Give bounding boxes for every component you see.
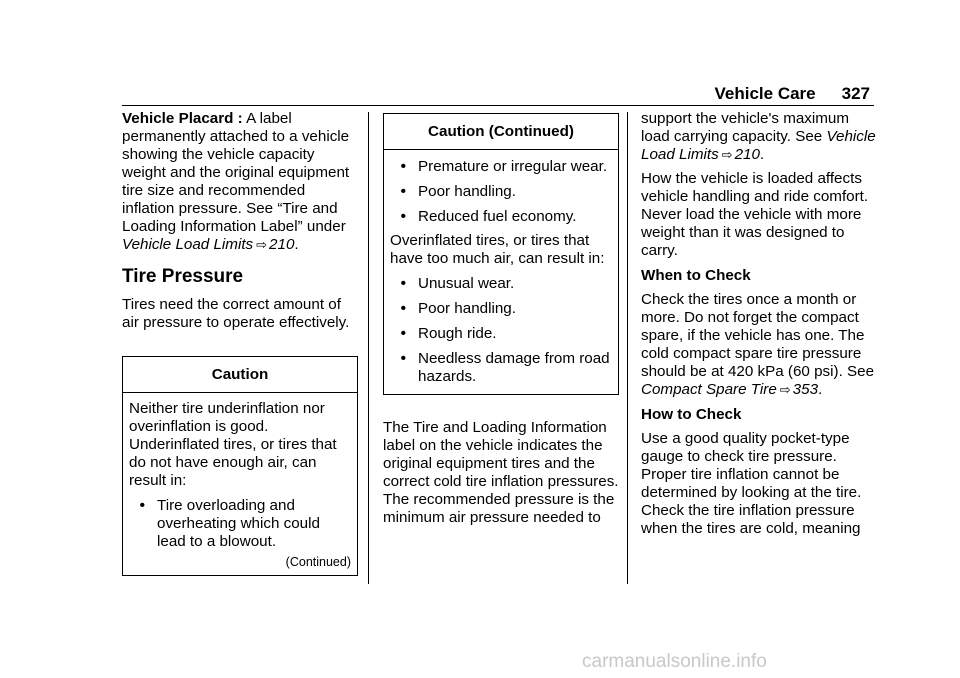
bullet-icon: • xyxy=(400,300,406,317)
list-item xyxy=(390,325,612,343)
load-capacity-paragraph: support the vehicle's maximum load carrying capacity. See Vehicle Load Limits ⇨ 210. xyxy=(641,110,876,163)
list-item-text: Rough ride. xyxy=(418,325,497,342)
list-item xyxy=(390,183,612,201)
watermark: carmanualsonline.info xyxy=(582,651,767,672)
compact-spare-ref-link[interactable]: Compact Spare Tire xyxy=(641,381,777,398)
placard-ref-page[interactable]: 210 xyxy=(269,236,295,253)
compact-spare-ref-page[interactable]: 353 xyxy=(792,381,819,398)
list-item-text: Reduced fuel economy. xyxy=(418,208,577,225)
when-to-check-heading: When to Check xyxy=(641,267,751,284)
page-number: 327 xyxy=(841,84,870,103)
page-ref-arrow-icon: ⇨ xyxy=(256,237,268,252)
list-item xyxy=(390,300,612,318)
bullet-icon: • xyxy=(400,350,406,367)
loading-paragraph: How the vehicle is loaded affects vehicle handling and ride comfort. Never load the vehicle with more weight than it was designed to carry. xyxy=(641,170,869,259)
caution-text: Neither tire underinflation nor overinflation is good. Underinflated tires, or tires that do not have enough air, can result in: xyxy=(129,400,337,489)
page-header xyxy=(715,84,871,104)
list-item xyxy=(129,497,351,551)
placard-term: Vehicle Placard : xyxy=(122,110,243,127)
column-2 xyxy=(383,110,619,527)
vehicle-placard-definition: Vehicle Placard : A label permanently attached to a vehicle showing the vehicle capacity weight and the original equipment tire size and recommended inflation pressure. See “Tire and Loading Information Label” under Vehicle Load Limits ⇨ 210. xyxy=(122,110,350,253)
bullet-icon: • xyxy=(400,208,406,225)
caution-continued-title: Caution (Continued) xyxy=(384,114,618,150)
placard-def: A label permanently attached to a vehicle showing the vehicle capacity weight and the original equipment tire size and recommended inflation pressure. See “Tire and Loading Information Label” under xyxy=(122,110,350,235)
how-to-check-heading: How to Check xyxy=(641,406,742,423)
caution-title: Caution xyxy=(123,357,357,393)
caution-continued-box xyxy=(383,113,619,395)
overinflated-text: Overinflated tires, or tires that have too much air, can result in: xyxy=(390,232,605,267)
header-title: Vehicle Care xyxy=(714,84,816,103)
tire-label-paragraph: The Tire and Loading Information label on the vehicle indicates the original equipment tires and the correct cold tire inflation pressures. The recommended pressure is the minimum air pressure needed to xyxy=(383,419,619,526)
list-item-text: Unusual wear. xyxy=(418,275,515,292)
bullet-icon: • xyxy=(400,158,406,175)
header-rule xyxy=(122,105,874,106)
bullet-icon: • xyxy=(400,275,406,292)
list-item xyxy=(390,158,612,176)
intro-paragraph: Tires need the correct amount of air pressure to operate effectively. xyxy=(122,296,350,331)
section-title: Tire Pressure xyxy=(122,266,244,287)
column-3 xyxy=(641,110,877,538)
load-limits-ref-page[interactable]: 210 xyxy=(734,146,760,163)
list-item-text: Premature or irregular wear. xyxy=(418,158,608,175)
page-ref-arrow-icon: ⇨ xyxy=(721,147,733,162)
caution-box xyxy=(122,356,358,576)
list-item-text: Needless damage from road hazards. xyxy=(418,350,610,385)
list-item-text: Poor handling. xyxy=(418,183,516,200)
list-item xyxy=(390,350,612,386)
column-1 xyxy=(122,110,358,576)
load-capacity-text: support the vehicle's maximum load carrying capacity. See xyxy=(641,110,850,145)
caution-body xyxy=(123,393,357,575)
list-item xyxy=(390,275,612,293)
continued-label: (Continued) xyxy=(285,555,351,569)
placard-ref-link[interactable]: Vehicle Load Limits xyxy=(122,236,254,253)
when-to-check-text: Check the tires once a month or more. Do not forget the compact spare, if the vehicle has one. The cold compact spare tire pressure should be at 420 kPa (60 psi). See xyxy=(641,291,875,380)
when-to-check-paragraph: Check the tires once a month or more. Do not forget the compact spare, if the vehicle has one. The cold compact spare tire pressure should be at 420 kPa (60 psi). See Compact Spare Tire ⇨ 353. xyxy=(641,291,875,398)
bullet-icon: • xyxy=(139,497,145,514)
list-item-text: Poor handling. xyxy=(418,300,516,317)
bullet-icon: • xyxy=(400,325,406,342)
list-item-text: Tire overloading and overheating which could lead to a blowout. xyxy=(157,497,320,550)
column-divider-2 xyxy=(627,112,628,584)
caution-continued-body xyxy=(384,150,618,394)
list-item xyxy=(390,208,612,226)
load-limits-ref-link[interactable]: Vehicle Load Limits xyxy=(641,128,876,163)
page-ref-arrow-icon: ⇨ xyxy=(779,382,791,397)
column-divider-1 xyxy=(368,112,369,584)
bullet-icon: • xyxy=(400,183,406,200)
how-to-check-paragraph: Use a good quality pocket-type gauge to check tire pressure. Proper tire inflation cannot be determined by looking at the tire. Check the tire inflation pressure when the tires are cold, meaning xyxy=(641,430,862,537)
